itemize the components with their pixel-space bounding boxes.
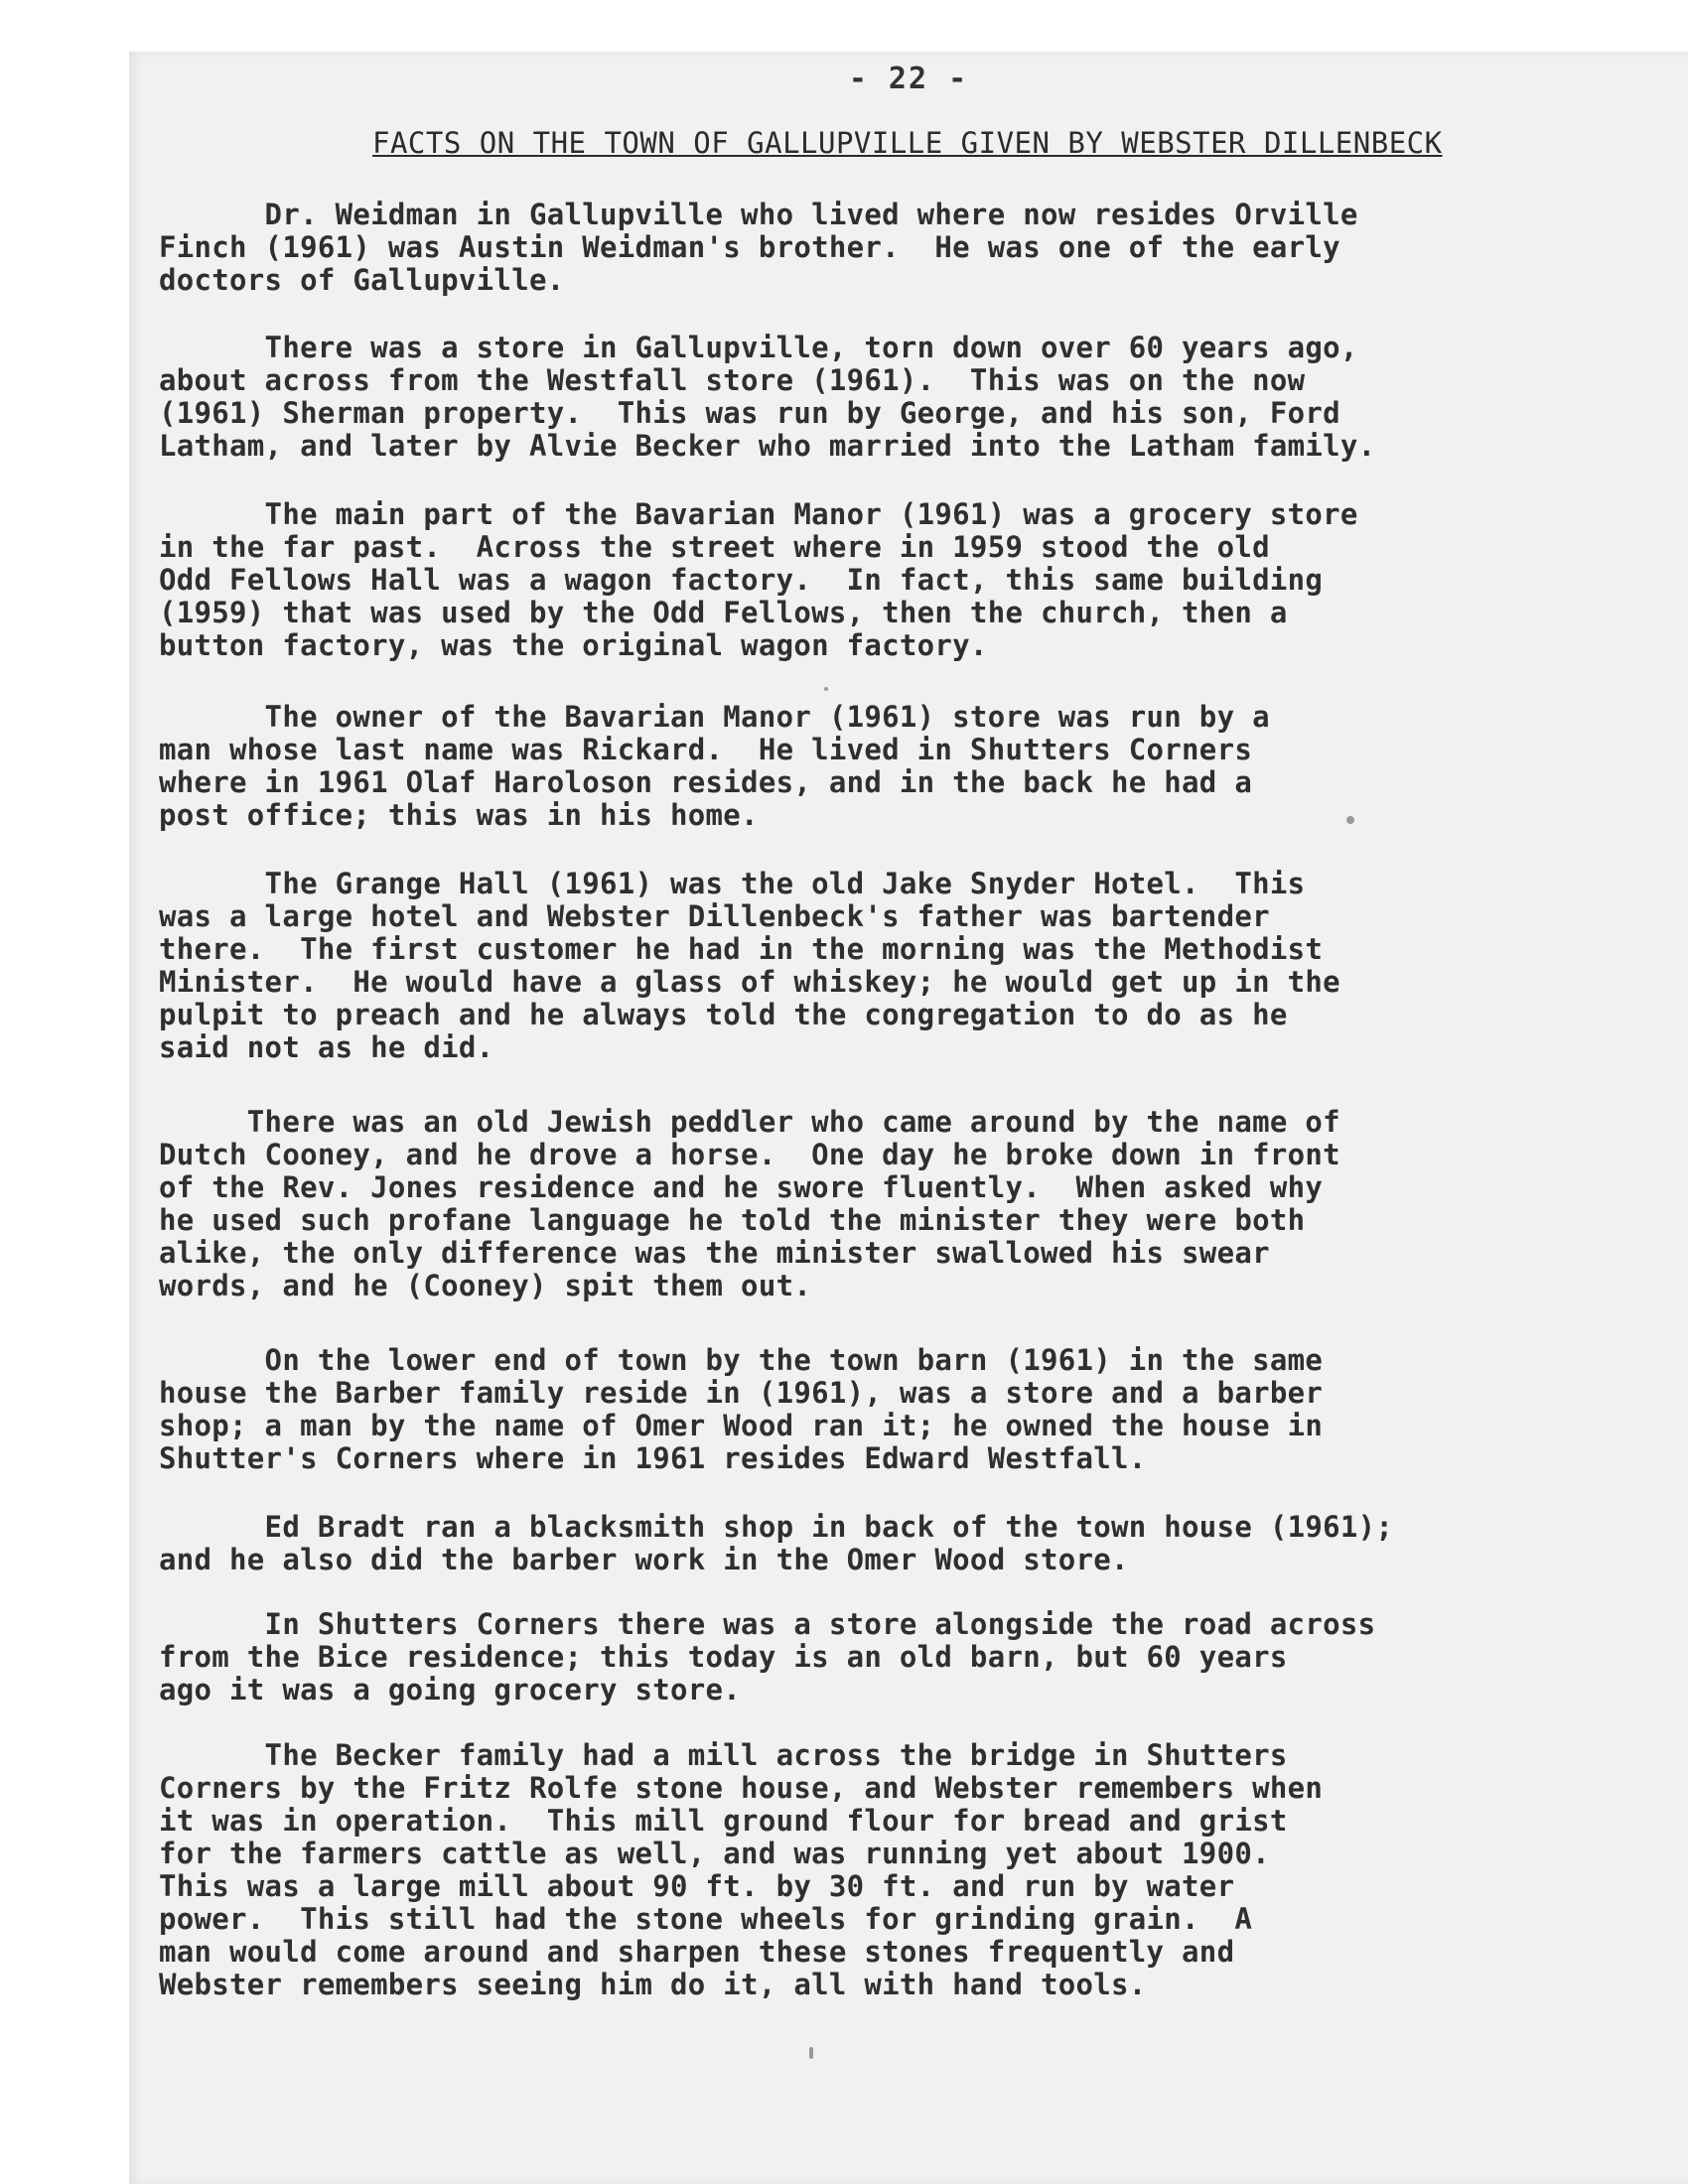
document-title: FACTS ON THE TOWN OF GALLUPVILLE GIVEN BY WEBSTER DILLENBECK	[372, 126, 1443, 160]
paragraph-ed-bradt: Ed Bradt ran a blacksmith shop in back of the town house (1961); and he also did the barber work in the Omer Wood store.	[159, 1510, 1394, 1576]
scan-speck	[1346, 816, 1354, 824]
paragraph-becker-mill: The Becker family had a mill across the bridge in Shutters Corners by the Fritz Rolfe stone house, and Webster remembers when it was in operation. This mill ground flour for bread and grist for the farmers cattle as well, and was running yet about 1900. This was a large mill about 90 ft. by 30 ft. and run by water power. This still had the stone wheels for grinding grain. A man would come around and sharpen these stones frequently and Webster remembers seeing him do it, all with hand tools.	[159, 1738, 1324, 2001]
page-number: - 22 -	[848, 62, 969, 96]
document-page	[129, 52, 1688, 2184]
paragraph-bice-store: In Shutters Corners there was a store alongside the road across from the Bice residence; this today is an old barn, but 60 years ago it was a going grocery store.	[159, 1607, 1376, 1706]
scan-speck	[824, 687, 828, 691]
paragraph-latham-store: There was a store in Gallupville, torn down over 60 years ago, about across from the Westfall store (1961). This was on the now (1961) Sherman property. This was run by George, and his son, Ford Latham, and later by Alvie Becker who married into the Latham family.	[159, 331, 1376, 463]
paragraph-dutch-cooney: There was an old Jewish peddler who came around by the name of Dutch Cooney, and he drove a horse. One day he broke down in front of the Rev. Jones residence and he swore fluently. When asked why he used such profane language he told the minister they were both alike, the only difference was the minister swallowed his swear words, and he (Cooney) spit them out.	[159, 1105, 1340, 1302]
paragraph-grange-hall: The Grange Hall (1961) was the old Jake Snyder Hotel. This was a large hotel and Webster Dillenbeck's father was bartender there. The first customer he had in the morning was the Methodist Minister. He would have a glass of whiskey; he would get up in the pulpit to preach and he always told the congregation to do as he said not as he did.	[159, 867, 1340, 1064]
paragraph-weidman: Dr. Weidman in Gallupville who lived where now resides Orville Finch (1961) was Austin Weidman's brother. He was one of the early doctors of Gallupville.	[159, 198, 1358, 297]
scan-speck	[809, 2047, 813, 2059]
paragraph-rickard: The owner of the Bavarian Manor (1961) store was run by a man whose last name was Rickard. He lived in Shutters Corners where in 1961 Olaf Haroloson resides, and in the back he had a post office; this was in his home.	[159, 700, 1270, 832]
paragraph-bavarian-manor: The main part of the Bavarian Manor (1961) was a grocery store in the far past. Across the street where in 1959 stood the old Odd Fellows Hall was a wagon factory. In fact, this same building (1959) that was used by the Odd Fellows, then the church, then a button factory, was the original wagon factory.	[159, 497, 1358, 662]
paragraph-omer-wood: On the lower end of town by the town barn (1961) in the same house the Barber family reside in (1961), was a store and a barber shop; a man by the name of Omer Wood ran it; he owned the house in Shutter's Corners where in 1961 resides Edward Westfall.	[159, 1343, 1324, 1475]
scan-margin	[0, 0, 129, 2184]
